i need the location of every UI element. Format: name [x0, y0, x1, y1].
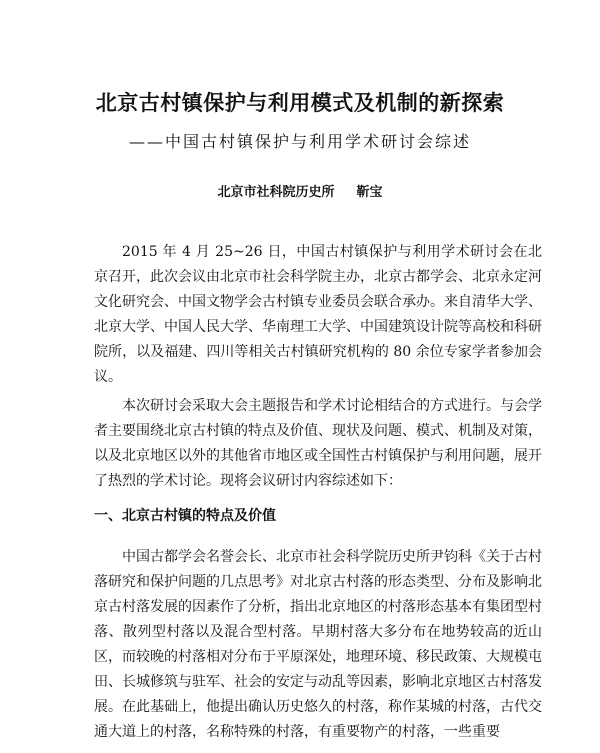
article-title: 北京古村镇保护与利用模式及机制的新探索 [95, 90, 505, 115]
section-heading: 一、北京古村镇的特点及价值 [94, 508, 276, 524]
article-subtitle: ——中国古村镇保护与利用学术研讨会综述 [128, 132, 471, 151]
author-affiliation: 北京市社科院历史所 [217, 185, 335, 200]
author-name: 靳宝 [356, 185, 383, 200]
byline [0, 183, 600, 203]
article-body [94, 240, 542, 749]
paragraph: 中国古都学会名誉会长、北京市社会科学院历史所尹钧科《关于古村落研究和保护问题的几点思考》对北京古村落的形态类型、分布及影响北京古村落发展的因素作了分析，指出北京地区的村落形态基本有集团型村落、散列型村落以及混合型村落。早期村落大多分布在地势较高的近山区，而较晚的村落相对分布于平原深处，地理环境、移民政策、大规模屯田、长城修筑与驻军、社会的安定与动乱等因素，影响北京地区古村落发展。在此基础上，他提出确认历史悠久的村落，称作某城的村落，古代交通大道上的村落，名称特殊的村落，有重要物产的村落，一些重要 [94, 549, 542, 740]
paragraph: 2015 年 4 月 25~26 日，中国古村镇保护与利用学术研讨会在北京召开，此次会议由北京市社会科学院主办，北京古都学会、北京永定河文化研究会、中国文物学会古村镇专业委员会联合承办。来自清华大学、北京大学、中国人民大学、华南理工大学、中国建筑设计院等高校和科研院所，以及福建、四川等相关古村镇研究机构的 80 余位专家学者参加会议。 [94, 244, 542, 385]
paragraph: 本次研讨会采取大会主题报告和学术讨论相结合的方式进行。与会学者主要围绕北京古村镇的特点及价值、现状及问题、模式、机制及对策，以及北京地区以外的其他省市地区或全国性古村镇保护与利用问题，展开了热烈的学术讨论。现将会议研讨内容综述如下： [94, 398, 542, 489]
